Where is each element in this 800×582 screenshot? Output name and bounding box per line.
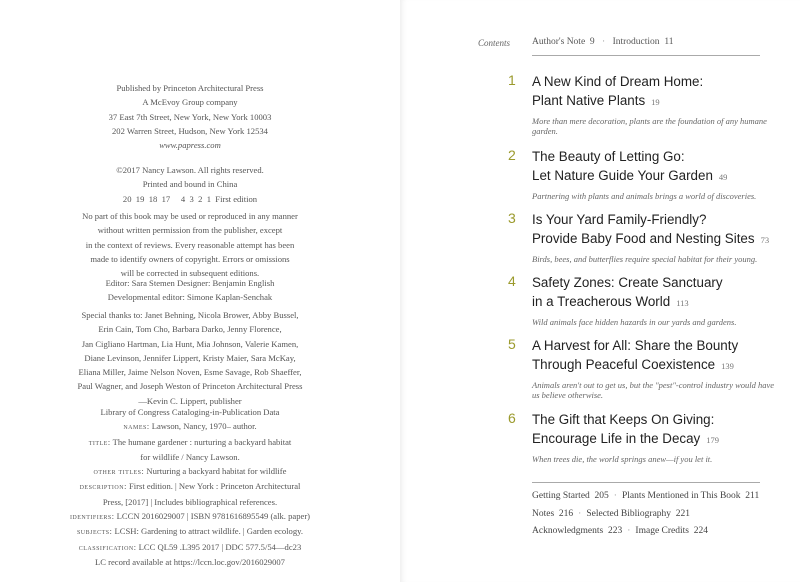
publisher-line: 37 East 7th Street, New York, New York 10003 (108, 111, 272, 122)
cip-heading: Library of Congress Cataloging-in-Publication Data (100, 407, 280, 417)
chapter-title-line: A New Kind of Dream Home: (532, 74, 704, 89)
chapter-title-line: Is Your Yard Family-Friendly? (532, 212, 707, 227)
cip-text: Press, [2017] | Includes bibliographical references. (102, 496, 278, 507)
back-matter-row (532, 506, 759, 524)
publisher-line: 202 Warren Street, Hudson, New York 12534 (112, 125, 268, 136)
chapter-entry[interactable] (508, 336, 778, 400)
thanks-line: Paul Wagner, and Joseph Weston of Princeton Architectural Press (77, 381, 303, 392)
cip-line (50, 540, 330, 555)
chapter-entry[interactable] (508, 72, 778, 136)
chapter-title[interactable] (532, 336, 778, 376)
cip-text: LCSH: Gardening to attract wildlife. | Garden ecology. (112, 526, 304, 537)
thanks-line: Diane Levinson, Jennifer Lippert, Kristy Maier, Sara McKay, (84, 352, 296, 363)
chapter-entry[interactable] (508, 273, 778, 327)
chapter-entry[interactable] (508, 147, 778, 201)
chapter-page: 113 (676, 298, 689, 308)
thanks-line: —Kevin C. Lippert, publisher (138, 395, 242, 406)
back-matter-row (532, 488, 759, 506)
cip-label: title: (88, 437, 111, 447)
website-link[interactable]: www.papress.com (159, 140, 221, 151)
chapter-title-line: Through Peaceful Coexistence (532, 357, 716, 372)
front-entry-title[interactable]: Author's Note (532, 37, 586, 47)
thanks-line: Special thanks to: Janet Behning, Nicola Brower, Abby Bussel, (81, 310, 299, 320)
cip-line (50, 524, 330, 539)
chapter-page: 139 (721, 361, 734, 371)
chapter-title[interactable] (532, 147, 778, 187)
chapter-entry[interactable] (508, 210, 778, 264)
back-matter-row (532, 523, 759, 541)
back-entry-title[interactable]: Acknowledgments (532, 526, 604, 536)
chapter-description: More than mere decoration, plants are the foundation of any humane garden. (532, 116, 767, 136)
chapter-title-line: Provide Baby Food and Nesting Sites (532, 231, 755, 246)
chapter-title-line: in a Treacherous World (532, 294, 671, 309)
divider (532, 55, 760, 56)
chapter-page: 49 (718, 172, 728, 182)
back-matter-list (532, 488, 759, 541)
chapter-entry[interactable] (508, 410, 778, 464)
publisher-line: Published by Princeton Architectural Press (116, 83, 264, 93)
front-entry-page: 9 (589, 37, 595, 47)
chapter-title-line: Plant Native Plants (532, 93, 646, 108)
cip-line (50, 555, 330, 569)
front-entry-page: 11 (664, 37, 674, 47)
chapter-title[interactable] (532, 210, 778, 250)
notice-line: made to identify owners of copyright. Errors or omissions (90, 253, 290, 264)
notice-line: will be corrected in subsequent editions. (120, 268, 260, 279)
notice-line: in the context of reviews. Every reasonable attempt has been (85, 239, 295, 250)
credits (50, 276, 330, 305)
back-entry-title[interactable]: Image Credits (635, 526, 689, 536)
cip-line (50, 495, 330, 509)
special-thanks (50, 308, 330, 408)
thanks-line: Erin Cain, Tom Cho, Barbara Darko, Jenny Florence, (98, 324, 282, 335)
cip-line (50, 435, 330, 450)
back-entry-page: 211 (745, 491, 760, 501)
chapter-title-line: Encourage Life in the Decay (532, 431, 701, 446)
separator-dot: · (578, 508, 582, 519)
chapter-description: When trees die, the world springs anew—if you let it. (532, 454, 713, 464)
divider (532, 482, 760, 483)
cip-text: Nurturing a backyard habitat for wildlife (144, 466, 287, 477)
notice-line: without written permission from the publisher, except (97, 225, 283, 236)
chapter-number: 6 (508, 410, 516, 426)
cip-text: LCCN 2016029007 | ISBN 9781616895549 (alk. paper) (114, 511, 311, 522)
back-entry-page: 216 (558, 508, 574, 519)
cip-line (50, 509, 330, 524)
cip-label: identifiers: (69, 512, 115, 522)
chapter-page: 19 (651, 97, 660, 107)
copyright-line: 20 19 18 17 4 3 2 1 First edition (122, 193, 258, 204)
front-entry-title[interactable]: Introduction (612, 37, 660, 47)
chapter-description: Birds, bees, and butterflies require special habitat for their young. (532, 254, 758, 264)
rights-notice (50, 209, 330, 280)
cip-text: The humane gardener : nurturing a backyard habitat (110, 436, 292, 447)
back-entry-title[interactable]: Plants Mentioned in This Book (621, 491, 741, 501)
cip-text: Lawson, Nancy, 1970– author. (149, 421, 257, 432)
cip-text: for wildlife / Nancy Lawson. (140, 451, 240, 462)
chapter-title[interactable] (532, 410, 778, 450)
chapter-description: Animals aren't out to get us, but the "pest"-control industry would have us believe otherwise. (532, 380, 775, 400)
publisher-line: A McEvoy Group company (142, 97, 238, 108)
chapter-title-line: The Gift that Keeps On Giving: (532, 412, 715, 427)
cip-text: LCC QL59 .L395 2017 | DDC 577.5/54—dc23 (136, 541, 302, 552)
cip-label: classification: (78, 542, 137, 552)
back-entry-title[interactable]: Selected Bibliography (586, 508, 672, 519)
thanks-line: Jan Cigliano Hartman, Lia Hunt, Mia Johnson, Valerie Kamen, (81, 338, 299, 349)
front-matter-list (532, 37, 673, 47)
chapter-page: 73 (760, 235, 770, 245)
copyright-line: ©2017 Nancy Lawson. All rights reserved. (116, 165, 264, 175)
copyright-line: Printed and bound in China (142, 179, 238, 190)
cip-line (50, 464, 330, 479)
chapter-page: 179 (706, 435, 719, 445)
publisher-info (50, 81, 330, 152)
cip-label: description: (79, 482, 127, 492)
cip-label: names: (123, 422, 150, 432)
chapter-title-line: Let Nature Guide Your Garden (532, 168, 713, 183)
back-entry-title[interactable]: Notes (532, 508, 555, 519)
cip-text: First edition. | New York : Princeton Architectural (126, 481, 301, 492)
back-entry-page: 224 (693, 526, 708, 536)
notice-line: No part of this book may be used or reproduced in any manner (82, 211, 298, 221)
chapter-title-line: The Beauty of Letting Go: (532, 149, 685, 164)
chapter-title[interactable] (532, 273, 778, 313)
credit-line: Developmental editor: Simone Kaplan-Senchak (107, 292, 273, 303)
cip-text: LC record available at https://lccn.loc.gov/2016029007 (95, 556, 285, 567)
contents-label: Contents (478, 38, 511, 48)
copyright-block (50, 163, 330, 206)
chapter-number: 4 (508, 273, 516, 289)
back-entry-page: 205 (594, 491, 609, 501)
contents-page (400, 0, 800, 582)
chapter-number: 1 (508, 72, 516, 88)
credit-line: Editor: Sara Stemen Designer: Benjamin English (105, 278, 275, 288)
cip-line (50, 419, 330, 434)
chapter-number: 5 (508, 336, 516, 352)
back-entry-title[interactable]: Getting Started (532, 491, 590, 501)
cip-line (50, 450, 330, 464)
thanks-line: Eliana Miller, Jaime Nelson Noven, Esme Savage, Rob Shaeffer, (78, 367, 302, 378)
separator-dot: · (613, 491, 617, 501)
separator-dot: · (627, 526, 631, 536)
chapter-number: 3 (508, 210, 516, 226)
back-entry-page: 223 (608, 526, 623, 536)
cip-label: other titles: (93, 467, 145, 477)
chapter-description: Wild animals face hidden hazards in our yards and gardens. (532, 317, 737, 327)
chapter-title-line: Safety Zones: Create Sanctuary (532, 275, 723, 290)
chapter-title-line: A Harvest for All: Share the Bounty (532, 338, 739, 353)
chapter-description: Partnering with plants and animals brings a world of discoveries. (532, 191, 757, 201)
cip-data (50, 405, 330, 569)
cip-label: subjects: (76, 527, 113, 537)
back-entry-page: 221 (675, 508, 691, 519)
chapter-title[interactable] (532, 72, 778, 112)
chapter-number: 2 (508, 147, 516, 163)
separator-dot: · (602, 37, 606, 47)
cip-line (50, 479, 330, 494)
